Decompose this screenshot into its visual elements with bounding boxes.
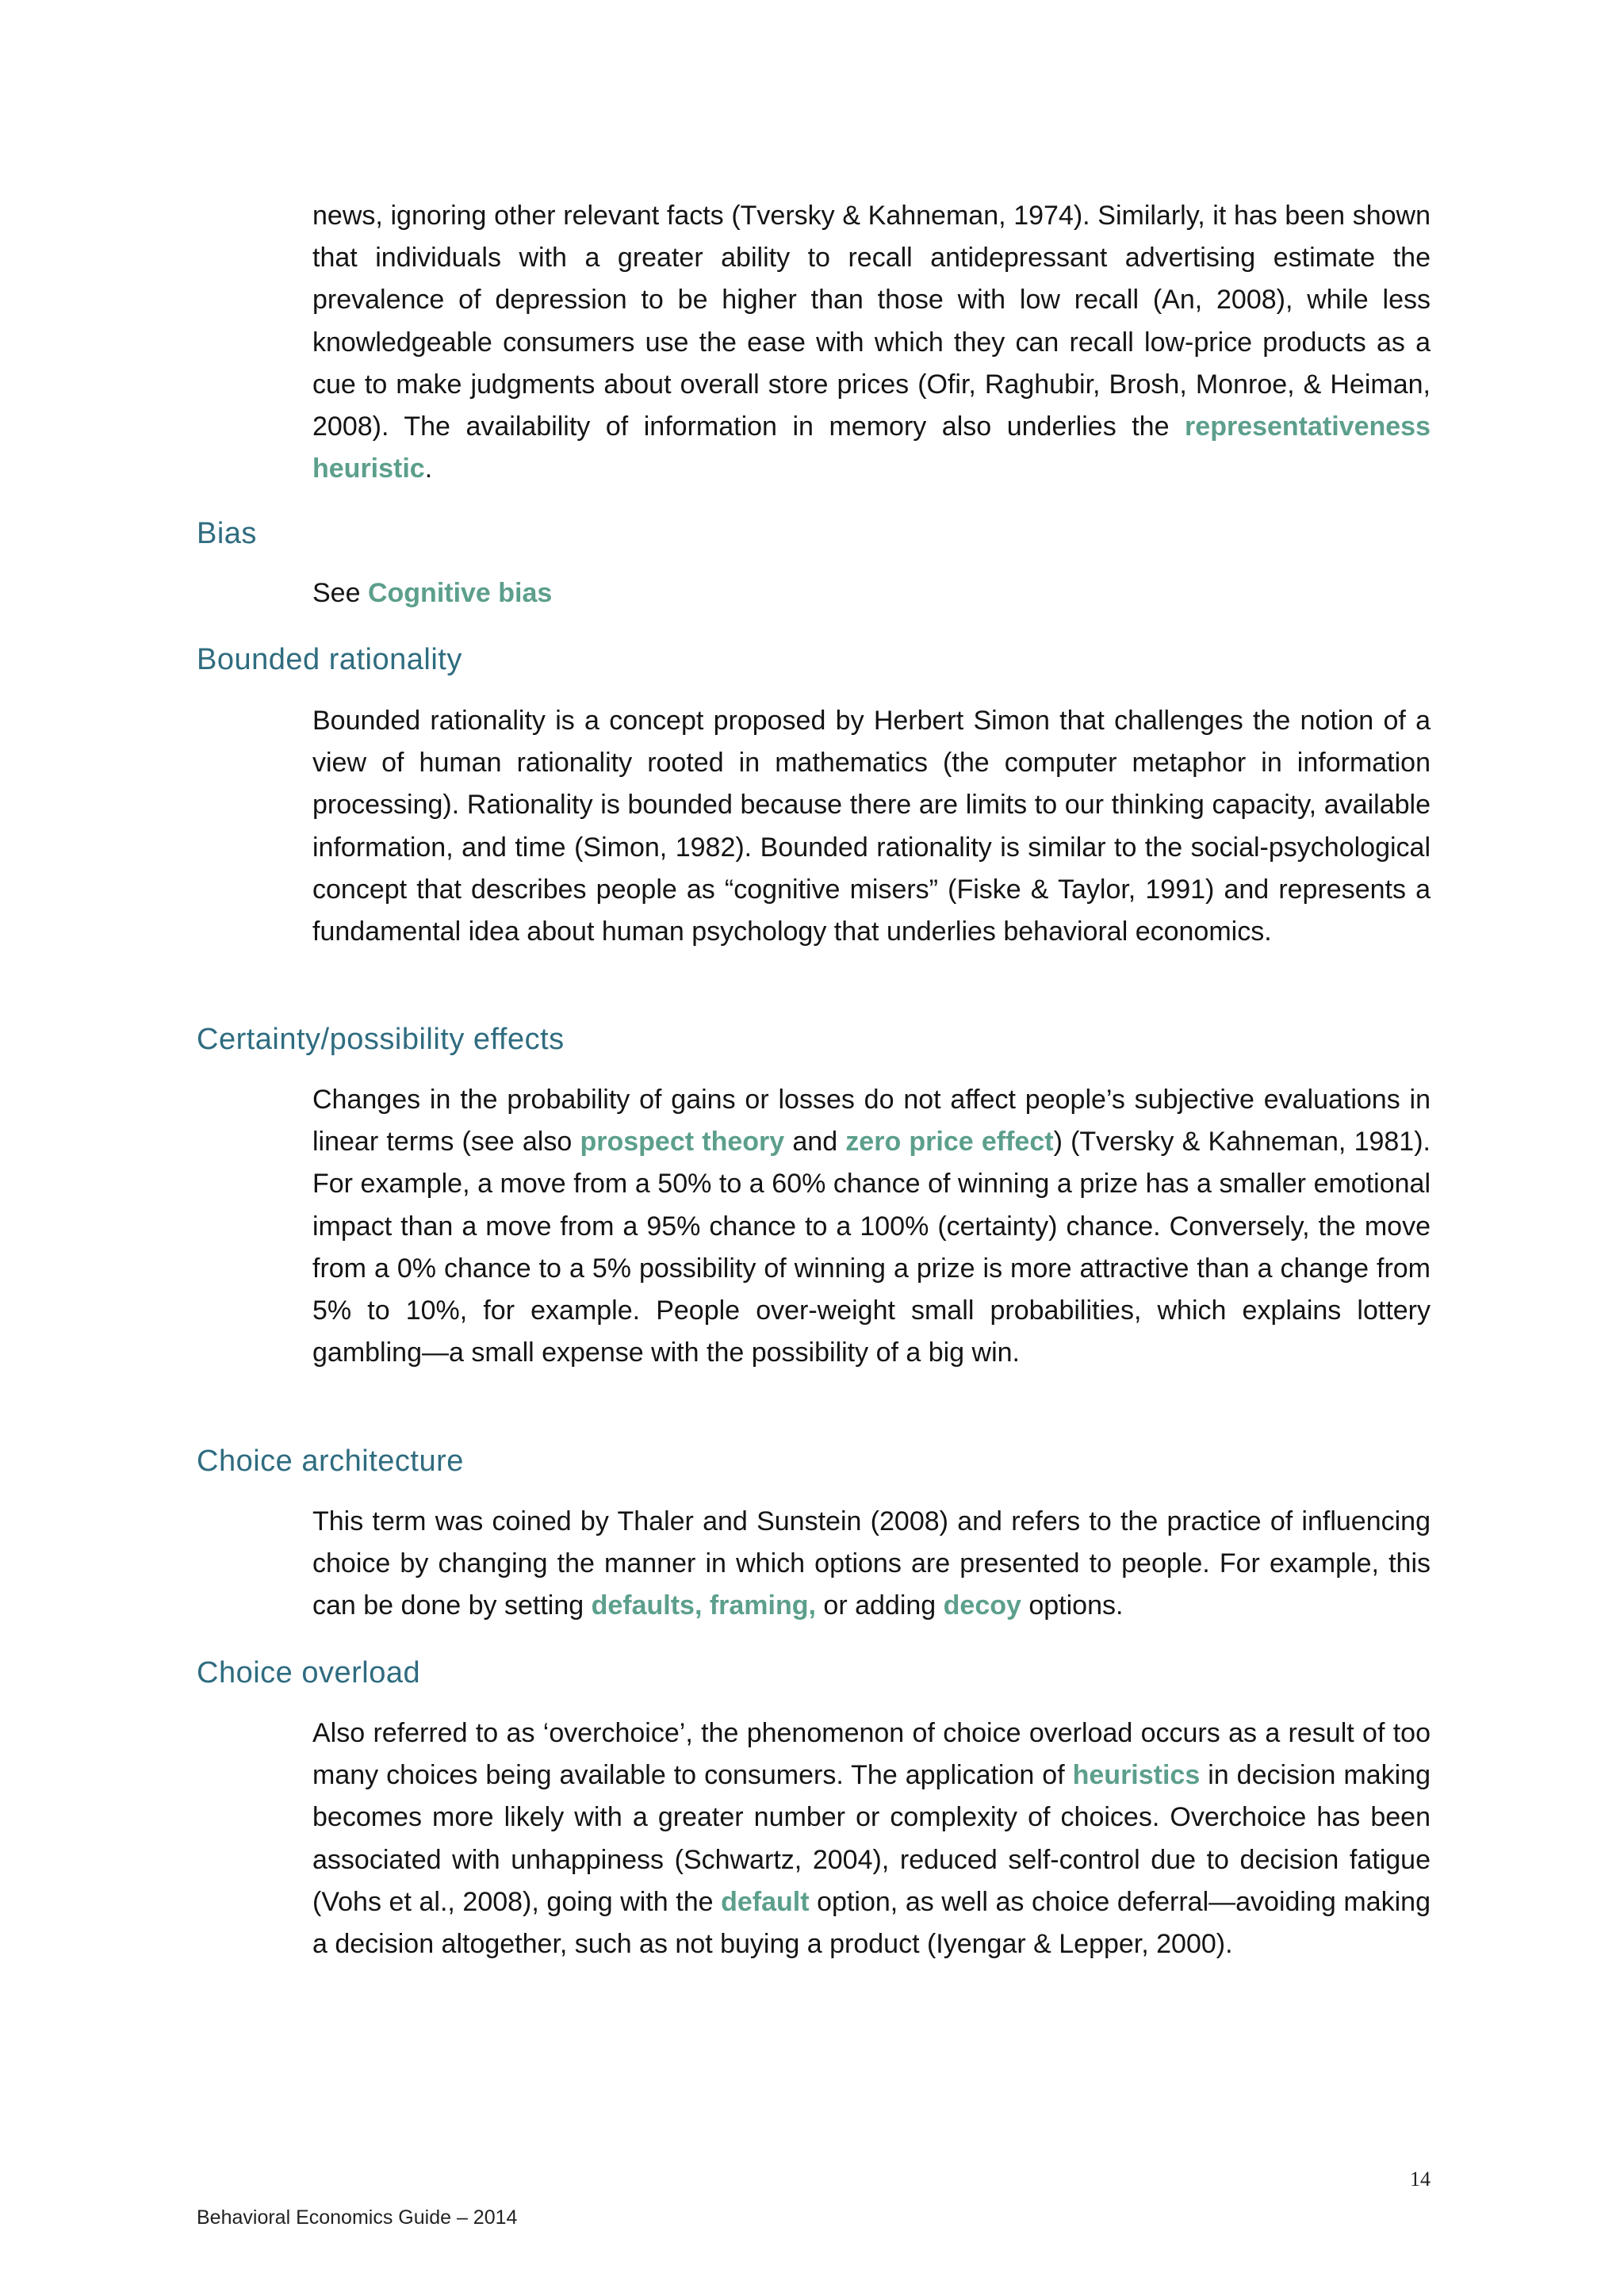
footer-title: Behavioral Economics Guide – 2014 bbox=[197, 2206, 518, 2229]
choice-overload-paragraph bbox=[312, 1712, 1431, 1965]
choice-architecture-heading: Choice architecture bbox=[197, 1445, 464, 1478]
availability-continued-paragraph bbox=[312, 195, 1431, 490]
page-number: 14 bbox=[1410, 2168, 1431, 2191]
zero-price-effect-link[interactable]: zero price effect bbox=[845, 1127, 1054, 1158]
bias-heading: Bias bbox=[197, 517, 257, 550]
paragraph-text: in decision making becomes more likely with a greater number or complexity of choices. Overchoice has been associated with unhappiness (Schwartz, 2004), reduced self-control due to decision fatigue (Vohs et al., 2008), going with the bbox=[312, 1760, 1431, 1917]
paragraph-text: . bbox=[424, 453, 433, 484]
bounded-rationality-heading: Bounded rationality bbox=[197, 643, 462, 676]
paragraph-text: news, ignoring other relevant facts (Tversky & Kahneman, 1974). Similarly, it has been shown that individuals with a greater ability to recall antidepressant advertising estimate the prevalence of depression to be higher than those with low recall (An, 2008), while less knowledgeable consumers use the ease with which they can recall low-price products as a cue to make judgments about overall store prices (Ofir, Raghubir, Brosh, Monroe, & Heiman, 2008). The availability of information in memory also underlies the bbox=[312, 201, 1431, 442]
certainty-possibility-paragraph bbox=[312, 1079, 1431, 1374]
prospect-theory-link[interactable]: prospect theory bbox=[580, 1127, 785, 1158]
paragraph-text: option, as well as choice deferral—avoiding making a decision altogether, such as not buying a product (Iyengar & Lepper, 2000). bbox=[312, 1886, 1431, 1960]
paragraph-text: Also referred to as ‘overchoice’, the phenomenon of choice overload occurs as a result of too many choices being available to consumers. The application of bbox=[312, 1718, 1431, 1791]
default-link[interactable]: default bbox=[721, 1886, 810, 1917]
paragraph-text: and bbox=[784, 1127, 846, 1158]
paragraph-text: ) (Tversky & Kahneman, 1981). For example, a move from a 50% to a 60% chance of winning a prize has a smaller emotional impact than a move from a 95% chance to a 100% (certainty) chance. Conversely, the move from a 0% chance to a 5% possibility of winning a prize is more attractive than a change from 5% to 10%, for example. People over-weight small probabilities, which explains lottery gambling—a small expense with the possibility of a big win. bbox=[312, 1127, 1431, 1368]
paragraph-text: Changes in the probability of gains or losses do not affect people’s subjective evaluations in linear terms (see also bbox=[312, 1085, 1431, 1158]
heuristics-link[interactable]: heuristics bbox=[1072, 1760, 1201, 1791]
certainty-possibility-heading: Certainty/possibility effects bbox=[197, 1023, 565, 1056]
bounded-rationality-paragraph: Bounded rationality is a concept proposed by Herbert Simon that challenges the notion of a view of human rationality rooted in mathematics (the computer metaphor in information processing). Rationality is bounded because there are limits to our thinking capacity, available information, and time (Simon, 1982). Bounded rationality is similar to the social-psychological concept that describes people as “cognitive misers” (Fiske & Taylor, 1991) and represents a fundamental idea about human psychology that underlies behavioral economics. bbox=[312, 706, 1431, 947]
cognitive-bias-link[interactable]: Cognitive bias bbox=[367, 578, 553, 608]
paragraph-text: options. bbox=[1021, 1590, 1124, 1621]
bias-paragraph bbox=[312, 572, 1431, 614]
defaults-framing-link[interactable]: defaults, framing, bbox=[591, 1590, 816, 1621]
choice-overload-heading: Choice overload bbox=[197, 1656, 421, 1689]
paragraph-text: or adding bbox=[815, 1590, 944, 1621]
decoy-link[interactable]: decoy bbox=[943, 1590, 1021, 1621]
choice-architecture-paragraph bbox=[312, 1501, 1431, 1628]
representativeness-heuristic-link[interactable]: representativeness heuristic bbox=[312, 411, 1431, 484]
paragraph-text: This term was coined by Thaler and Sunstein (2008) and refers to the practice of influencing choice by changing the manner in which options are presented to people. For example, this can be done by setting bbox=[312, 1506, 1431, 1621]
paragraph-text: See bbox=[312, 578, 368, 608]
